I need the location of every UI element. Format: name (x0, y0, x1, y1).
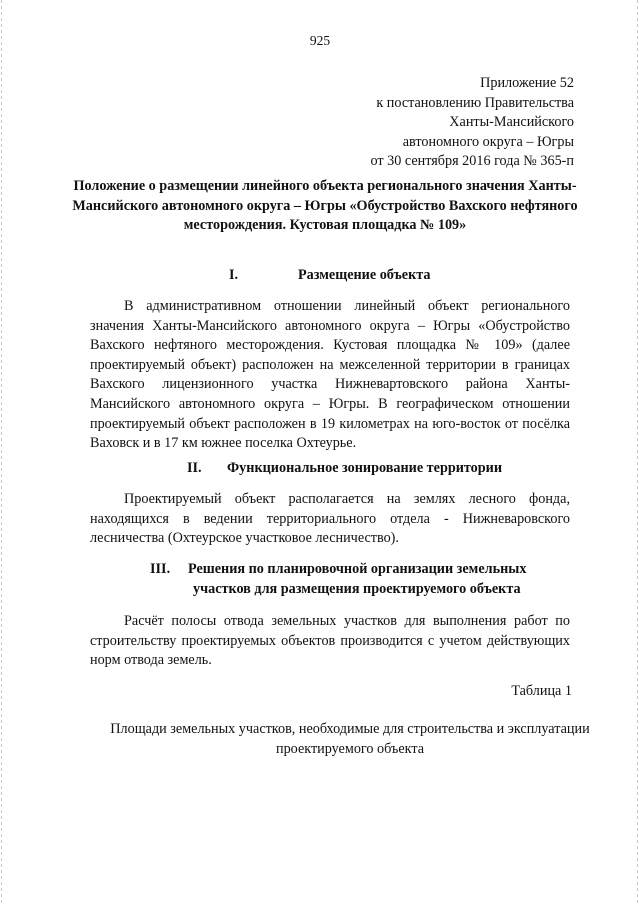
document-title: Положение о размещении линейного объекта регионального значения Ханты-Мансийского автономного округа – Югры «Обустройство Вахского нефтяного месторождения. Кустовая площадка № 109» (72, 178, 578, 233)
page-number: 925 (309, 33, 331, 48)
section-paragraph-3 (90, 612, 570, 671)
paragraph-text: Проектируемый объект располагается на землях лесного фонда, находящихся в ведении территориального отдела - Нижневаровского лесничества (Охтеурское участковое лесничество). (90, 491, 570, 547)
appendix-line: к постановлению Правительства (376, 94, 574, 111)
appendix-line: от 30 сентября 2016 года № 365-п (370, 153, 574, 169)
section-title: Функциональное зонирование территории (227, 460, 503, 476)
appendix-line: Ханты-Мансийского (449, 114, 574, 130)
section-title-line: участков для размещения проектируемого объекта (193, 581, 521, 597)
section-paragraph-2 (90, 490, 570, 549)
section-title-line: Решения по планировочной организации земельных (188, 561, 527, 577)
section-number: III. (150, 561, 171, 577)
section-number: I. (229, 267, 239, 283)
scan-edge-left (1, 0, 2, 905)
scan-edge-right (637, 0, 638, 905)
section-title: Размещение объекта (298, 267, 431, 283)
section-paragraph-1 (90, 297, 570, 454)
appendix-block (371, 74, 575, 172)
table-label: Таблица 1 (511, 683, 572, 699)
table-caption: Площади земельных участков, необходимые для строительства и эксплуатации проектируемого объекта (110, 721, 590, 757)
paragraph-text: Расчёт полосы отвода земельных участков для выполнения работ по строительству проектируемых объектов производится с учетом действующих норм отвода земель. (90, 613, 570, 669)
appendix-line: автономного округа – Югры (402, 133, 574, 150)
paragraph-text: В административном отношении линейный объект регионального значения Ханты-Мансийского автономного округа – Югры «Обустройство Вахского нефтяного месторождения. Кустовая площадка № 109» (далее проектируемый объект) расположен на межселенной территории в границах Вахского лицензионного участка Нижневартовского района Ханты-Мансийского автономного округа – Югры. В географическом отношении проектируемый объект расположен в 19 километрах на юго-восток от посёлка Ваховск и в 17 км южнее поселка Охтеурье. (90, 298, 570, 452)
appendix-line: Приложение 52 (480, 75, 574, 91)
section-number: II. (187, 460, 202, 476)
